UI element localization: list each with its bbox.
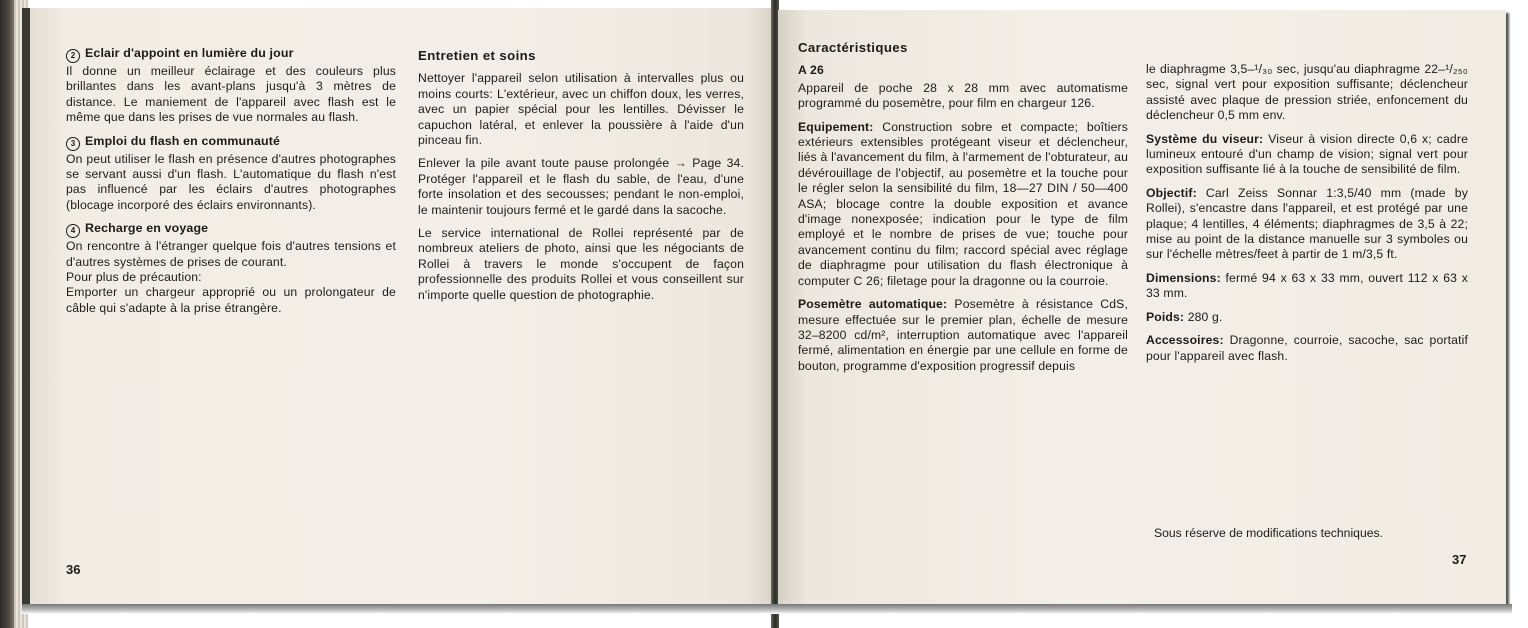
section-4-number: 4 — [66, 224, 80, 238]
exposure-meter-label: Posemètre automatique: — [798, 297, 948, 312]
right-page — [778, 10, 1506, 606]
dimensions-text: fermé 94 x 63 x 33 mm, ouvert 112 x 63 x 33 mm. — [1146, 270, 1468, 301]
accessories-text: Dragonne, courroie, sacoche, sac portatif pour l'appareil avec flash. — [1146, 333, 1468, 363]
section-3-heading — [66, 134, 396, 151]
specs-intro: Appareil de poche 28 x 28 mm avec automatisme programmé du posemètre, pour film en chargeur 126. — [798, 80, 1128, 111]
weight-text: 280 g. — [1187, 309, 1223, 324]
dimensions-paragraph — [1146, 271, 1468, 302]
specs-title: Caractéristiques — [798, 40, 908, 55]
book-cover-edge — [0, 0, 14, 628]
left-column-2 — [418, 48, 744, 311]
exposure-meter-text: Posemètre à résistance CdS, mesure effectuée sur le premier plan, échelle de mesure 32–8200 cd/m², interruption automatique avec l'appareil fermé, alimentation en énergie par une cellule en forme de bouton, programme d'exposition progressif depuis — [798, 297, 1128, 373]
section-2-number: 2 — [66, 49, 80, 63]
exposure-meter-paragraph — [798, 297, 1128, 374]
equipment-label: Equipement: — [798, 119, 874, 134]
section-2-heading — [66, 46, 396, 63]
maintenance-paragraph-2: Enlever la pile avant toute pause prolongée → Page 34. Protéger l'appareil et le flash du sable, de l'eau, d'une forte insolation et des secousses; pendant le non-emploi, le maintenir toujours fermé et le gardé dans la sacoche. — [418, 156, 744, 217]
section-2-title: Eclair d'appoint en lumière du jour — [85, 46, 294, 60]
viewfinder-label: Système du viseur: — [1146, 131, 1264, 146]
section-3-number: 3 — [66, 137, 80, 151]
viewfinder-paragraph — [1146, 132, 1468, 178]
section-4-text-1: On rencontre à l'étranger quelque fois d'autres tensions et d'autres systèmes de prises de courant. — [66, 239, 396, 269]
left-column-1 — [66, 46, 396, 324]
exposure-continued-text: le diaphragme 3,5–¹/₃₀ sec, jusqu'au diaphragme 22–¹/₂₅₀ sec, signal vert pour exposition suffisante; déclencheur assisté avec plaque de pression striée, enfoncement du déclencheur 0,5 mm env. — [1146, 62, 1468, 123]
weight-label: Poids: — [1146, 309, 1185, 324]
section-4-text-2: Pour plus de précaution: — [66, 270, 202, 285]
maintenance-title: Entretien et soins — [418, 48, 536, 63]
section-4-text-3: Emporter un chargeur approprié ou un prolongateur de câble qui s'adapte à la prise étrangère. — [66, 285, 396, 315]
section-4-heading — [66, 221, 396, 238]
dimensions-label: Dimensions: — [1146, 270, 1221, 285]
accessories-label: Accessoires: — [1146, 333, 1224, 348]
section-4-title: Recharge en voyage — [85, 221, 209, 236]
viewfinder-text: Viseur à vision directe 0,6 x; cadre lumineux entouré d'un champ de vision; signal vert pour exposition suffisante lié à la touche de sensibilité de film. — [1146, 131, 1468, 177]
lens-text: Carl Zeiss Sonnar 1:3,5/40 mm (made by Rollei), s'encastre dans l'appareil, et est protégé par une plaque; 4 lentilles, 4 éléments; diaphragmes de 3,5 à 22; mise au point de la distance manuelle sur 3 symboles ou sur l'échelle mètres/feet à partir de 1 m/3,5 ft. — [1146, 185, 1468, 262]
lens-paragraph — [1146, 186, 1468, 263]
accessories-paragraph — [1146, 333, 1468, 364]
right-column-2 — [1146, 62, 1468, 372]
section-2-text: Il donne un meilleur éclairage et des couleurs plus brillantes dans les avant-plans jusqu'à 3 mètres de distance. Le maniement de l'appareil avec flash est le même que dans les prises de vue normales au flash. — [66, 64, 396, 125]
section-3-title: Emploi du flash en communauté — [85, 133, 281, 148]
page-bottom-shadow — [22, 604, 1512, 614]
section-3-text: On peut utiliser le flash en présence d'autres photographes se servant aussi d'un flash. L'automatique du flash n'est pas influencé par les éclairs d'autres photographes (blocage incorporé des éclairs environnants). — [66, 151, 396, 212]
left-page — [22, 8, 774, 606]
page-number-left: 36 — [66, 562, 81, 577]
equipment-text: Construction sobre et compacte; boîtiers extérieurs extensibles protégeant viseur et déclencheur, liés à l'avancement du film, à l'armement de l'obturateur, au dévérouillage de l'objectif, au posemètre et la touche pour le régler selon la sensibilité du film, 18—27 DIN / 50—400 ASA; blocage contre la double exposition et avance d'image nonexposée; indication pour le type de film employé et le nombre de prises de vue; touche pour avancement continu du film; raccord spécial avec réglage de diaphragme pour utilisation du flash électronique à computer C 26; filetage pour la dragonne ou la courroie. — [798, 119, 1128, 288]
maintenance-paragraph-1: Nettoyer l'appareil selon utilisation à intervalles plus ou moins courts: L'extérieur, avec un chiffon doux, les verres, avec un papier spécial pour les lentilles. Dévisser le capuchon latéral, et enlever la poussière à l'aide d'un pinceau fin. — [418, 71, 744, 148]
lens-label: Objectif: — [1146, 185, 1197, 200]
page-number-right: 37 — [1452, 552, 1467, 567]
right-column-1 — [798, 40, 1128, 382]
equipment-paragraph — [798, 120, 1128, 289]
weight-paragraph — [1146, 310, 1468, 325]
maintenance-paragraph-3: Le service international de Rollei représenté par de nombreux ateliers de photo, ainsi que les négociants de Rollei à travers le monde s'occupent de façon professionnelle des produits Rollei et vous conseillent sur n'importe quelle question de photographie. — [418, 226, 744, 302]
technical-changes-note: Sous réserve de modifications techniques. — [1154, 526, 1383, 540]
model-name: A 26 — [798, 63, 824, 78]
